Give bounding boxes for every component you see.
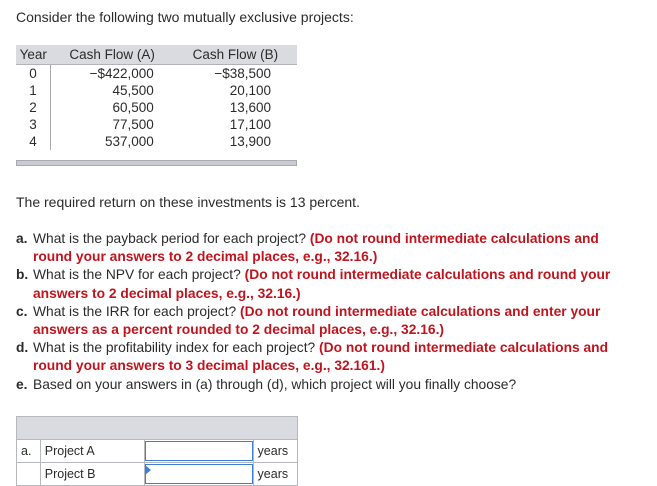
cash-flow-a-cell: 45,500: [112, 83, 154, 98]
payback-project-b-input[interactable]: [145, 464, 252, 484]
question-b: [16, 266, 641, 302]
question-text: What is the payback period for each project?: [33, 231, 310, 246]
cash-flow-a-cell: −$422,000: [89, 66, 154, 81]
answer-unit: years: [253, 463, 297, 486]
table-row: [16, 65, 297, 83]
table-row: [16, 99, 297, 116]
question-c: [16, 303, 641, 339]
answer-input-cell: [145, 440, 253, 463]
year-cell: 0: [16, 65, 51, 83]
question-e: [16, 376, 641, 394]
answer-part-letter: a.: [17, 440, 41, 463]
intro-text: Consider the following two mutually exclusive projects:: [16, 9, 354, 25]
required-field-marker-icon: [145, 465, 151, 475]
year-cell: 1: [16, 82, 51, 99]
question-letter: c.: [16, 303, 28, 319]
answer-table: [16, 416, 298, 486]
answer-input-cell: [145, 463, 253, 486]
cash-flow-a-cell: 537,000: [104, 134, 154, 149]
table-footer-bar: [16, 160, 297, 166]
question-text: What is the profitability index for each project?: [33, 340, 320, 356]
table-row: [16, 82, 297, 99]
answer-row-project-b: [17, 463, 298, 486]
answer-unit: years: [253, 440, 297, 463]
question-text: What is the NPV for each project?: [33, 267, 245, 283]
question-d: [16, 339, 641, 375]
header-cash-flow-a: Cash Flow (A): [51, 45, 174, 65]
answer-label-project-b: Project B: [40, 463, 144, 486]
answer-table-header: [17, 417, 298, 440]
table-row: [16, 116, 297, 133]
year-cell: 3: [16, 116, 51, 133]
cash-flow-b-cell: 13,600: [229, 100, 271, 115]
header-cash-flow-b: Cash Flow (B): [174, 45, 297, 65]
question-letter: b.: [16, 267, 29, 283]
question-letter: d.: [16, 340, 29, 356]
cash-flow-b-cell: −$38,500: [214, 66, 271, 81]
question-letter: a.: [16, 231, 28, 246]
year-cell: 2: [16, 99, 51, 116]
question-letter: e.: [16, 376, 28, 392]
cash-flow-b-cell: 13,900: [229, 134, 271, 149]
question-instruction: (Do not round intermediate calculations and round your answers to 2 decimal places, e.g., 32.16.): [33, 231, 599, 265]
answer-header-cell: [17, 417, 298, 440]
year-cell: 4: [16, 133, 51, 150]
cash-flow-b-cell: 17,100: [229, 117, 271, 132]
table-row: [16, 133, 297, 150]
answer-label-project-a: Project A: [40, 440, 144, 463]
cash-flow-header-row: [16, 45, 297, 65]
cash-flow-b-cell: 20,100: [229, 83, 271, 98]
question-instruction: (Do not round intermediate calculations and enter your answers as a percent rounded to 2 decimal places, e.g., 32.16.): [33, 303, 601, 338]
question-list: [16, 230, 641, 394]
question-a: [16, 230, 641, 266]
answer-part-letter: [17, 463, 41, 486]
question-instruction: (Do not round intermediate calculations and round your answers to 2 decimal places, e.g., 32.16.): [33, 267, 611, 301]
question-text: What is the IRR for each project?: [33, 303, 241, 319]
cash-flow-a-cell: 77,500: [112, 117, 154, 132]
required-return-text: The required return on these investments is 13 percent.: [16, 194, 360, 210]
question-instruction: (Do not round intermediate calculations and round your answers to 3 decimal places, e.g., 32.161.): [33, 340, 609, 374]
question-text: Based on your answers in (a) through (d), which project will you finally choose?: [33, 376, 517, 392]
cash-flow-a-cell: 60,500: [112, 100, 154, 115]
payback-project-a-input[interactable]: [145, 441, 252, 461]
header-year: Year: [16, 45, 51, 65]
cash-flow-table: [16, 45, 297, 150]
answer-row-project-a: [17, 440, 298, 463]
